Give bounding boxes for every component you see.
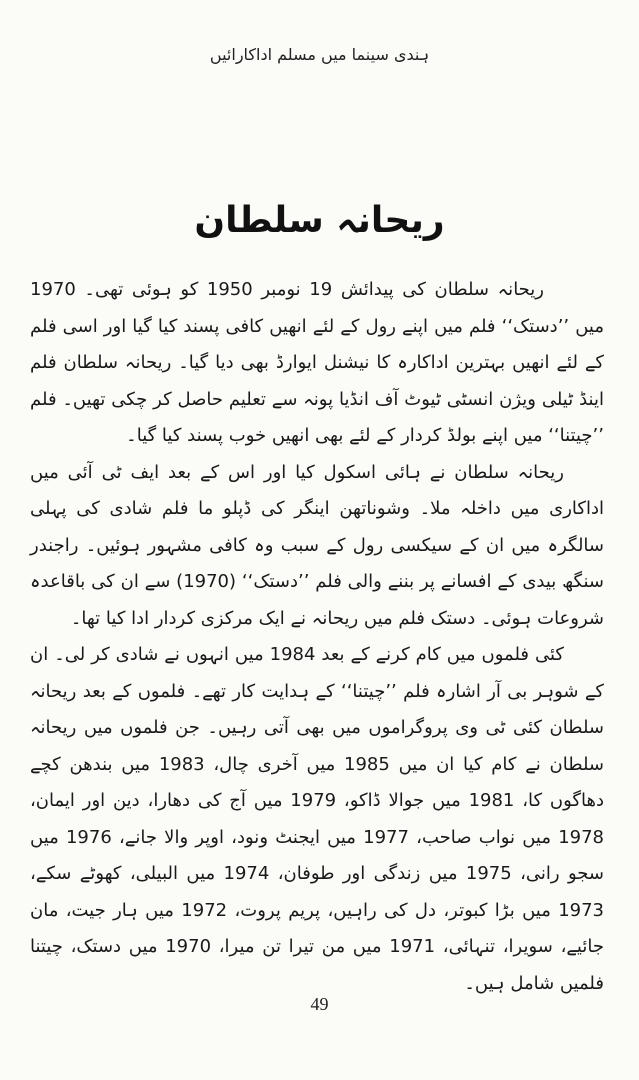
- paragraph-career-start: ریحانہ سلطان نے ہائی اسکول کیا اور اس کے بعد ایف ٹی آئی میں اداکاری میں داخلہ ملا۔ وشوناتھن اینگر کی ڈپلو ما فلم شادی کی پہلی سالگرہ میں ان کے سیکسی رول کے سبب وہ کافی مشہور ہوئیں۔ راجندر سنگھ بیدی کے افسانے پر بننے والی فلم ’’دستک‘‘ (1970) سے ان کی باقاعدہ شروعات ہوئی۔ دستک فلم میں ریحانہ نے ایک مرکزی کردار ادا کیا تھا۔: [30, 461, 604, 629]
- chapter-title: ریحانہ سلطان: [194, 200, 445, 241]
- paragraph-filmography: کئی فلموں میں کام کرنے کے بعد 1984 میں انہوں نے شادی کر لی۔ ان کے شوہر بی آر اشارہ فلم ’’چیتنا‘‘ کے ہدایت کار تھے۔ فلموں کے بعد ریحانہ سلطان کئی ٹی وی پروگراموں میں بھی آتی رہیں۔ جن فلموں میں ریحانہ سلطان نے کام کیا ان میں 1985 میں آخری چال، 1983 میں بندھن کچے دھاگوں کا، 1981 میں جوالا ڈاکو، 1979 میں آج کی دھارا، دین اور ایمان، 1978 میں نواب صاحب، 1977 میں ایجنٹ ونود، اوپر والا جانے، 1976 میں سجو رانی، 1975 میں زندگی اور طوفان، 1974 میں البیلی، کھوٹے سکے، 1973 میں بڑا کبوتر، دل کی راہیں، پریم پروت، 1972 میں ہار جیت، مان جائیے، سویرا، تنہائی، 1971 میں من تیرا تن میرا، 1970 میں دستک، چیتنا فلمیں شامل ہیں۔: [30, 644, 605, 994]
- paragraph-birth: ریحانہ سلطان کی پیدائش 19 نومبر 1950 کو ہوئی تھی۔ 1970 میں ’’دستک‘‘ فلم میں اپنے رول کے لئے انھیں کافی پسند کیا گیا اور اسی فلم کے لئے انھیں بہترین اداکارہ کا نیشنل ایوارڈ بھی دیا گیا۔ ریحانہ سلطان فلم اینڈ ٹیلی ویژن انسٹی ٹیوٹ آف انڈیا پونہ سے تعلیم حاصل کر چکی تھیں۔ فلم ’’چیتنا‘‘ میں اپنے بولڈ کردار کے لئے بھی انھیں خوب پسند کیا گیا۔: [30, 279, 604, 446]
- page-number: 49: [310, 994, 329, 1014]
- running-header: ہندی سینما میں مسلم اداکارائیں: [209, 45, 430, 64]
- body-text: [30, 272, 604, 1002]
